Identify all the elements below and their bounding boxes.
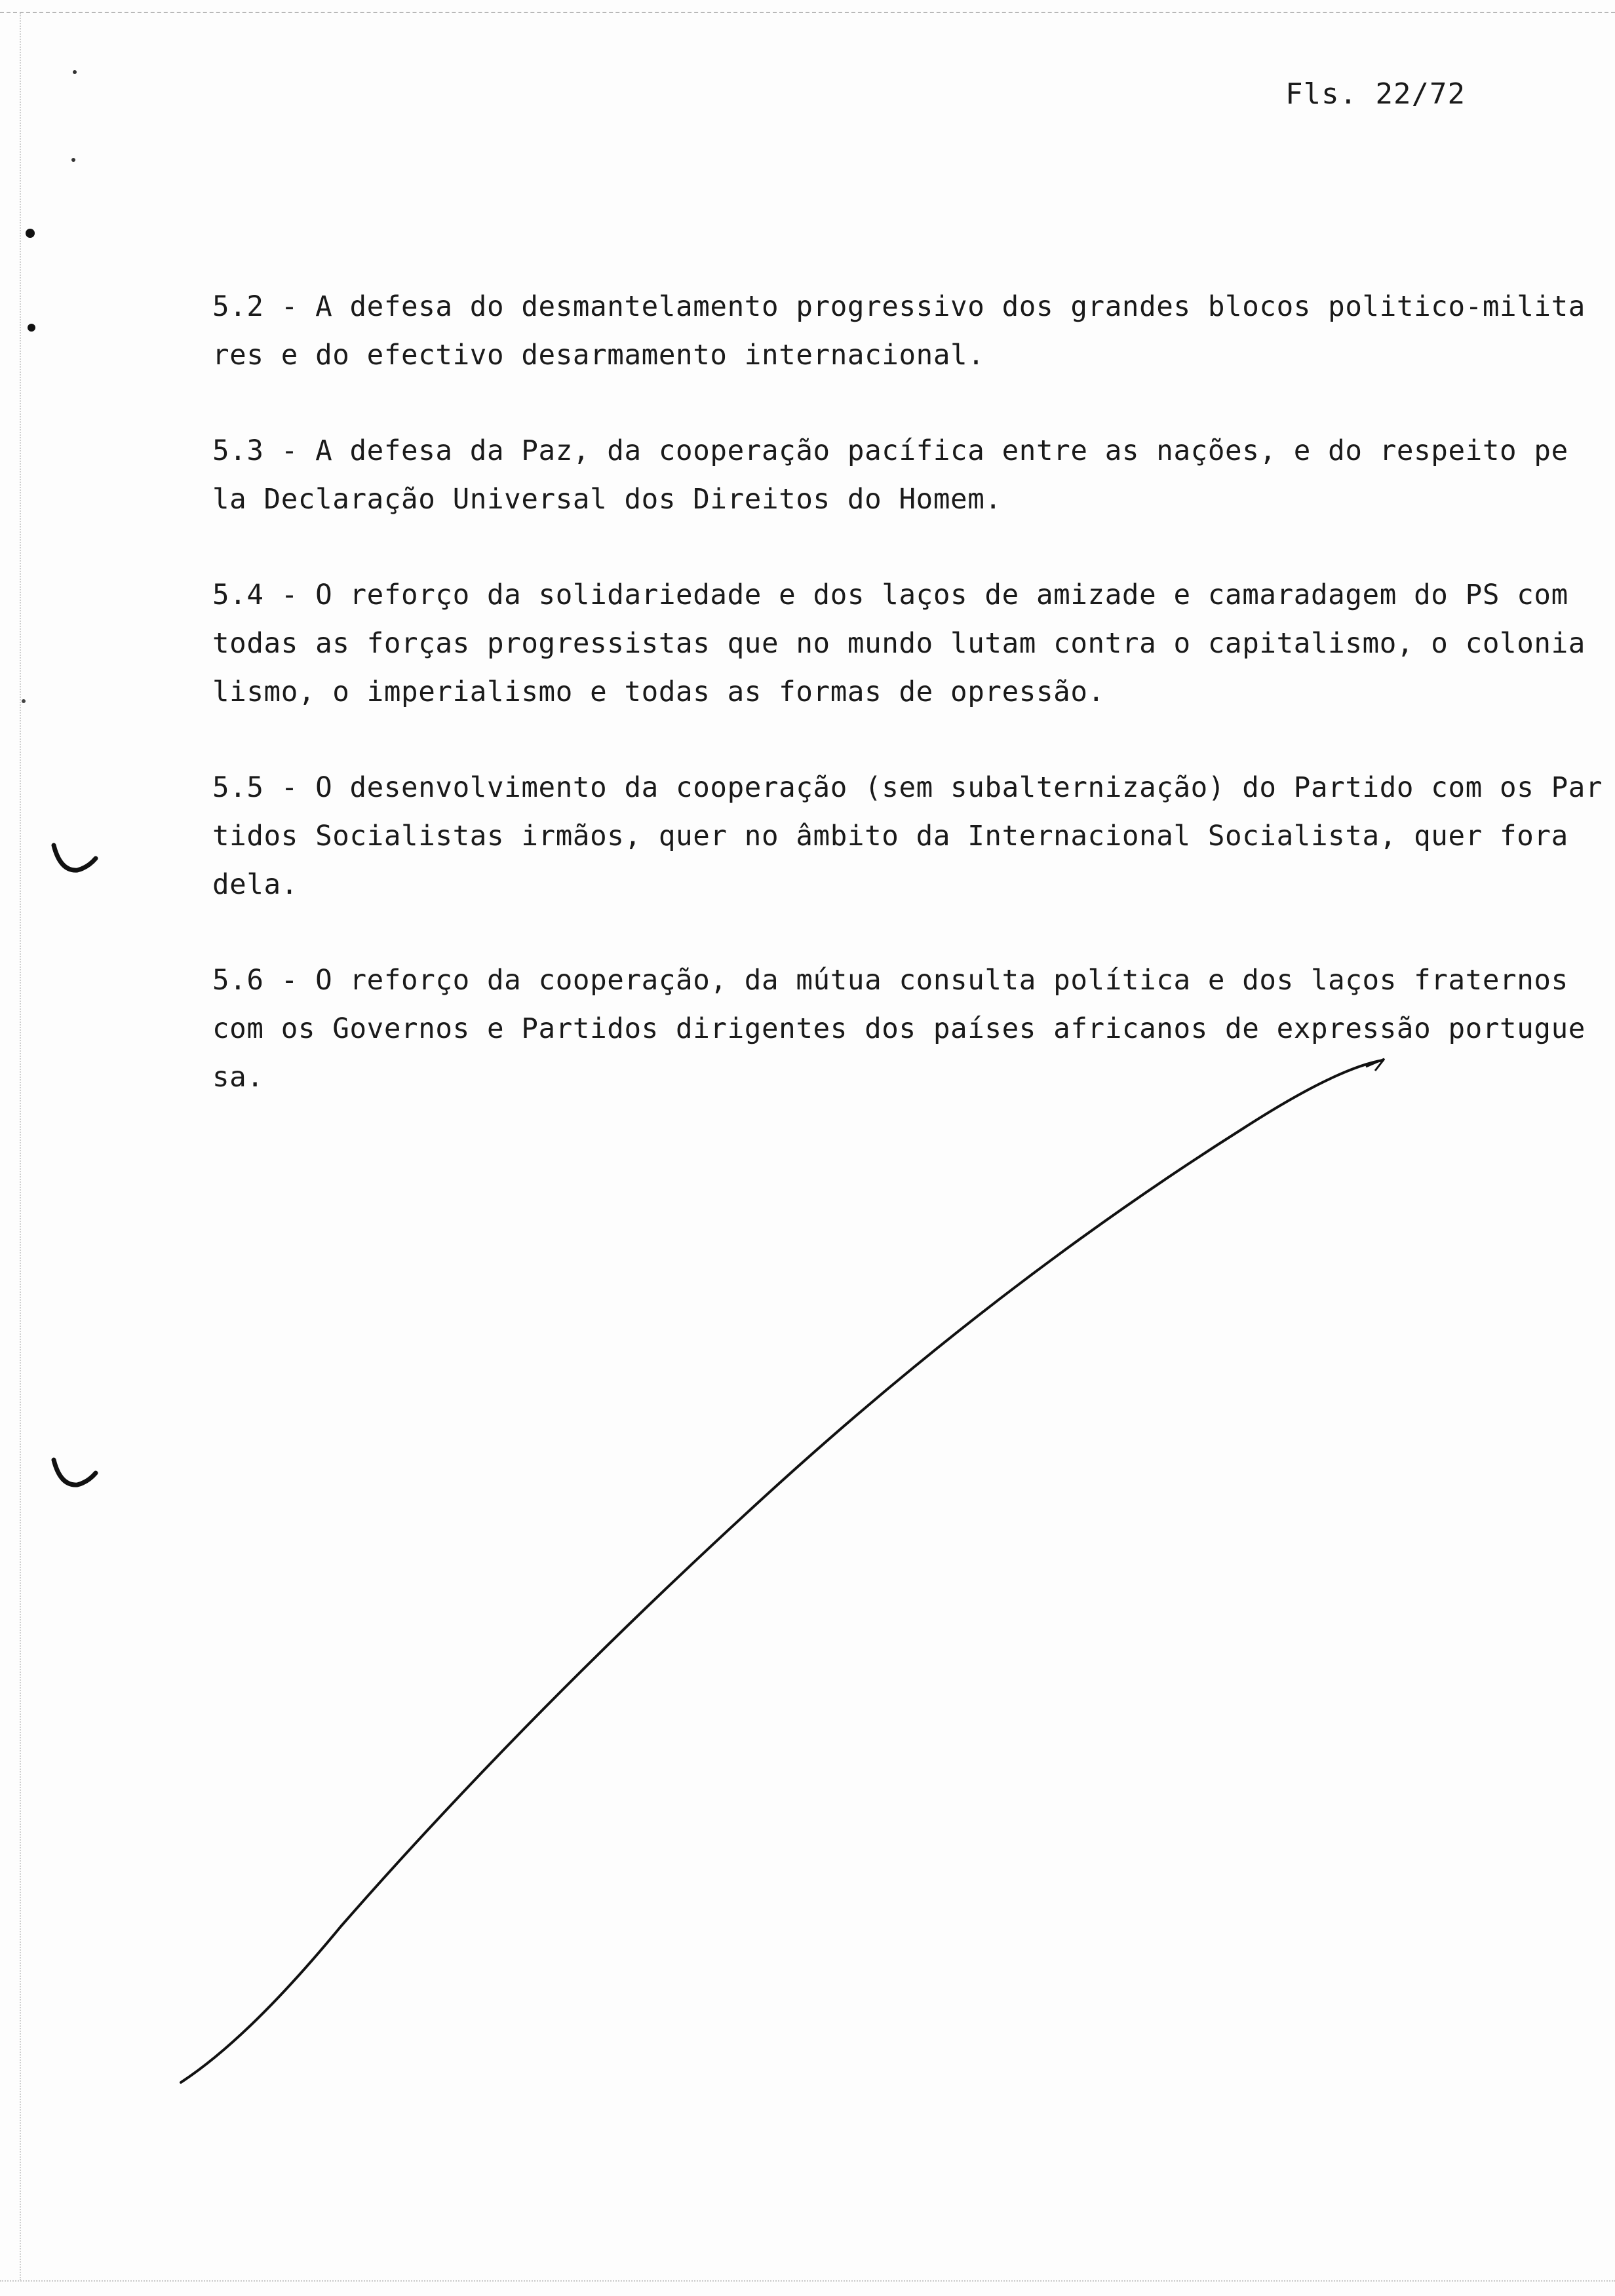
text-line: dela.	[212, 869, 298, 901]
punch-hole-mark-lower	[54, 1460, 96, 1485]
text-line: 5.2 - A defesa do desmantelamento progressivo dos grandes blocos politico-milita	[212, 291, 1586, 323]
speck-mark	[22, 699, 26, 703]
text-line: com os Governos e Partidos dirigentes dos países africanos de expressão portugue	[212, 1013, 1586, 1045]
page-number: Fls. 22/72	[1285, 77, 1466, 111]
text-line: todas as forças progressistas que no mundo lutam contra o capitalismo, o colonia	[212, 628, 1586, 660]
text-line: lismo, o imperialismo e todas as formas de opressão.	[212, 676, 1105, 708]
text-line: 5.5 - O desenvolvimento da cooperação (sem subalternização) do Partido com os Par	[212, 772, 1603, 804]
text-line: sa.	[212, 1062, 264, 1094]
text-line: res e do efectivo desarmamento internacional.	[212, 339, 985, 372]
text-line: la Declaração Universal dos Direitos do Homem.	[212, 484, 1002, 516]
speck-mark	[28, 324, 35, 332]
text-line: 5.3 - A defesa da Paz, da cooperação pacífica entre as nações, e do respeito pe	[212, 435, 1568, 467]
speck-mark	[73, 70, 77, 74]
strike-through-line	[181, 1060, 1383, 2082]
text-line: 5.4 - O reforço da solidariedade e dos laços de amizade e camaradagem do PS com	[212, 579, 1568, 611]
speck-mark	[26, 229, 35, 238]
speck-mark	[71, 158, 75, 162]
text-line: 5.6 - O reforço da cooperação, da mútua consulta política e dos laços fraternos	[212, 965, 1568, 997]
text-line: tidos Socialistas irmãos, quer no âmbito da Internacional Socialista, quer fora	[212, 820, 1568, 852]
punch-hole-mark-upper	[54, 845, 96, 870]
